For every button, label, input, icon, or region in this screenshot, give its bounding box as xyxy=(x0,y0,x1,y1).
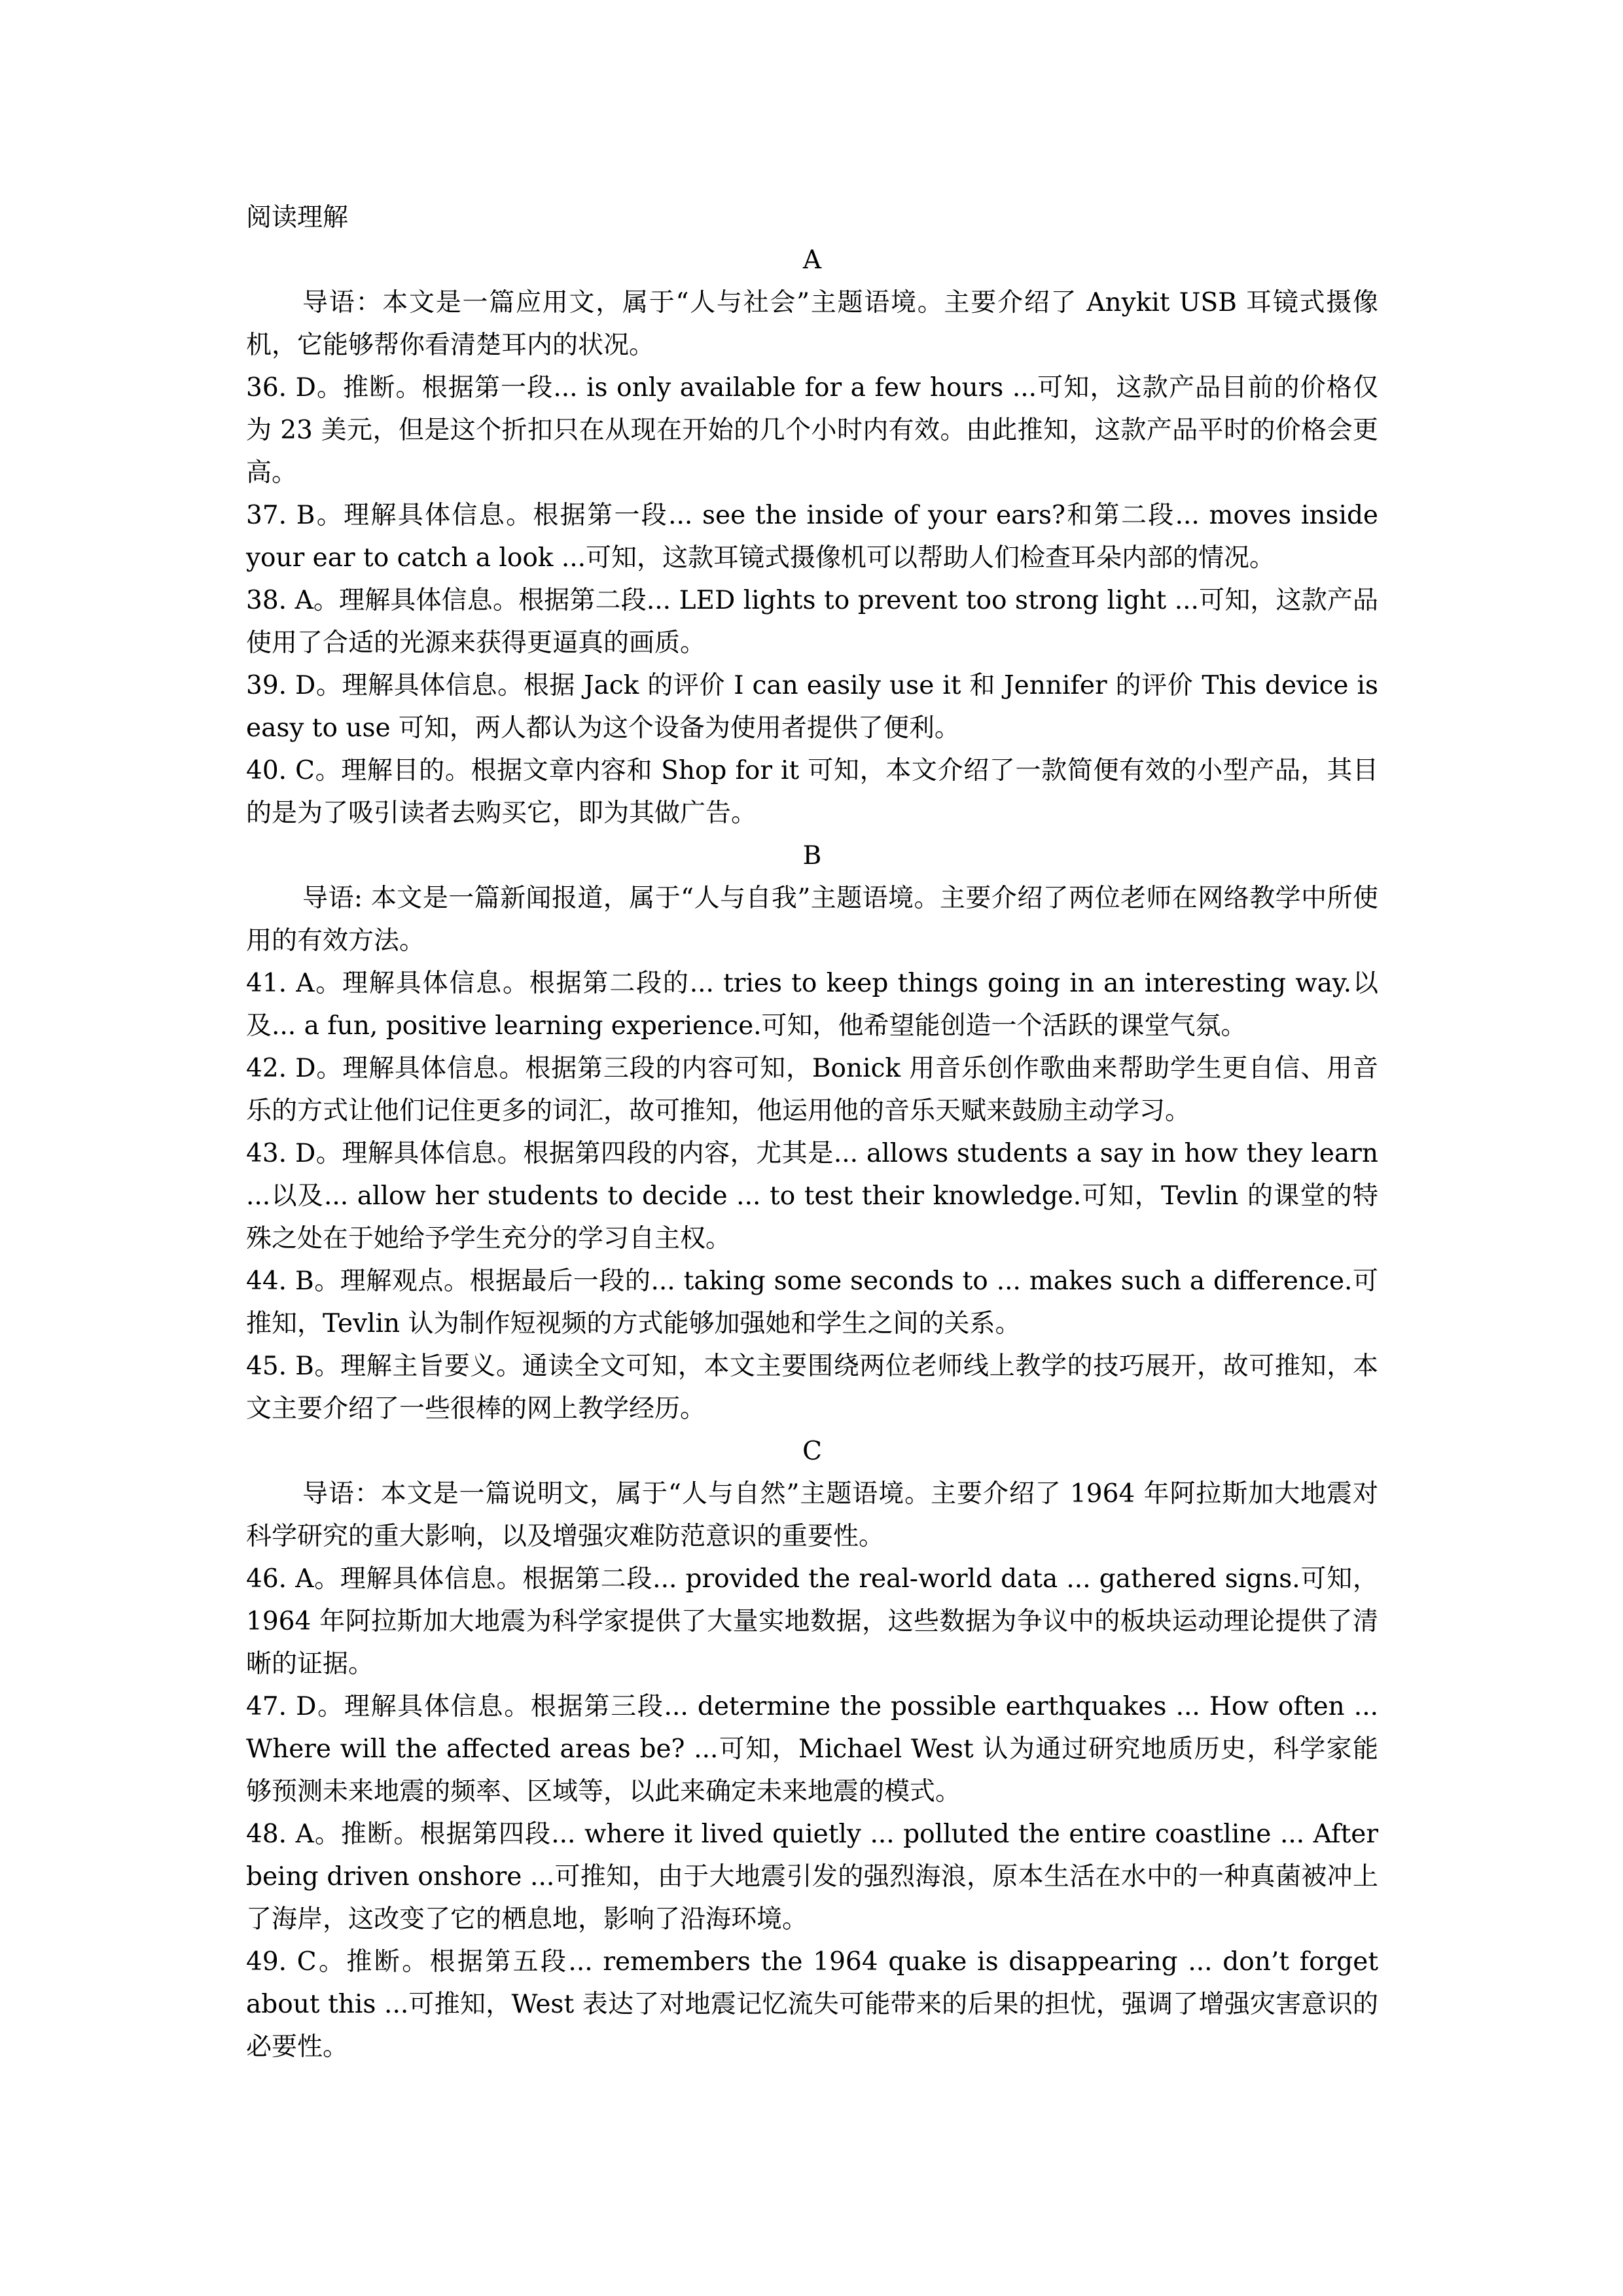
answer-item: 40. C。理解目的。根据文章内容和 Shop for it 可知，本文介绍了一款简便有效的小型产品，其目的是为了吸引读者去购买它，即为其做广告。 xyxy=(246,756,1378,828)
answer-item: 39. D。理解具体信息。根据 Jack 的评价 I can easily use it 和 Jennifer 的评价 This device is easy to use 可知，两人都认为这个设备为使用者提供了便利。 xyxy=(246,671,1378,743)
answer-item: 41. A。理解具体信息。根据第二段的... tries to keep things going in an interesting way.以及... a fun, positive learning experience.可知，他希望能创造一个活跃的课堂气氛。 xyxy=(246,969,1378,1041)
answer-item: 36. D。推断。根据第一段... is only available for a few hours ...可知，这款产品目前的价格仅为 23 美元，但是这个折扣只在从现在开始的几个小时内有效。由此推知，这款产品平时的价格会更高。 xyxy=(246,373,1378,488)
section-b xyxy=(246,834,1378,1430)
answer-item: 48. A。推断。根据第四段... where it lived quietly ... polluted the entire coastline ... After being driven onshore ...可推知，由于大地震引发的强烈海浪，原本生活在水中的一种真菌被冲上了海岸，这改变了它的栖息地，影响了沿海环境。 xyxy=(246,1820,1378,1934)
answer-item: 43. D。理解具体信息。根据第四段的内容，尤其是... allows students a say in how they learn ...以及... allow her students to decide ... to test their knowledge.可知，Tevlin 的课堂的特殊之处在于她给予学生充分的学习自主权。 xyxy=(246,1139,1378,1253)
answer-item: 38. A。理解具体信息。根据第二段... LED lights to prevent too strong light ...可知，这款产品使用了合适的光源来获得更逼真的画质。 xyxy=(246,586,1378,658)
section-letter: C xyxy=(802,1437,822,1466)
answer-item: 49. C。推断。根据第五段... remembers the 1964 quake is disappearing ... don’t forget about this ...可推知，West 表达了对地震记忆流失可能带来的后果的担忧，强调了增强灾害意识的必要性。 xyxy=(246,1947,1378,2062)
section-letter: B xyxy=(802,841,822,870)
answer-item: 47. D。理解具体信息。根据第三段... determine the possible earthquakes ... How often ... Where will the affected areas be? ...可知，Michael West 认为通过研究地质历史，科学家能够预测未来地震的频率、区域等，以此来确定未来地震的模式。 xyxy=(246,1692,1378,1806)
document-title: 阅读理解 xyxy=(246,203,349,232)
section-letter: A xyxy=(802,245,822,275)
section-intro: 导语：本文是一篇说明文，属于“人与自然”主题语境。主要介绍了 1964 年阿拉斯加大地震对科学研究的重大影响，以及增强灾难防范意识的重要性。 xyxy=(246,1479,1378,1551)
answer-item: 46. A。理解具体信息。根据第二段... provided the real-world data ... gathered signs.可知，1964 年阿拉斯加大地震为科学家提供了大量实地数据，这些数据为争议中的板块运动理论提供了清晰的证据。 xyxy=(246,1564,1378,1679)
section-intro: 导语：本文是一篇应用文，属于“人与社会”主题语境。主要介绍了 Anykit USB 耳镜式摄像机，它能够帮你看清楚耳内的状况。 xyxy=(246,288,1378,360)
answer-item: 42. D。理解具体信息。根据第三段的内容可知，Bonick 用音乐创作歌曲来帮助学生更自信、用音乐的方式让他们记住更多的词汇，故可推知，他运用他的音乐天赋来鼓励主动学习。 xyxy=(246,1054,1378,1126)
answer-item: 45. B。理解主旨要义。通读全文可知，本文主要围绕两位老师线上教学的技巧展开，故可推知，本文主要介绍了一些很棒的网上教学经历。 xyxy=(246,1352,1378,1424)
section-intro: 导语: 本文是一篇新闻报道，属于“人与自我”主题语境。主要介绍了两位老师在网络教学中所使用的有效方法。 xyxy=(246,884,1378,956)
document-page xyxy=(246,196,1378,2068)
section-c xyxy=(246,1430,1378,2068)
answer-item: 44. B。理解观点。根据最后一段的... taking some seconds to ... makes such a difference.可推知，Tevlin 认为制作短视频的方式能够加强她和学生之间的关系。 xyxy=(246,1266,1378,1338)
section-a xyxy=(246,239,1378,834)
answer-item: 37. B。理解具体信息。根据第一段... see the inside of your ears?和第二段... moves inside your ear to catch a look ...可知，这款耳镜式摄像机可以帮助人们检查耳朵内部的情况。 xyxy=(246,501,1378,573)
